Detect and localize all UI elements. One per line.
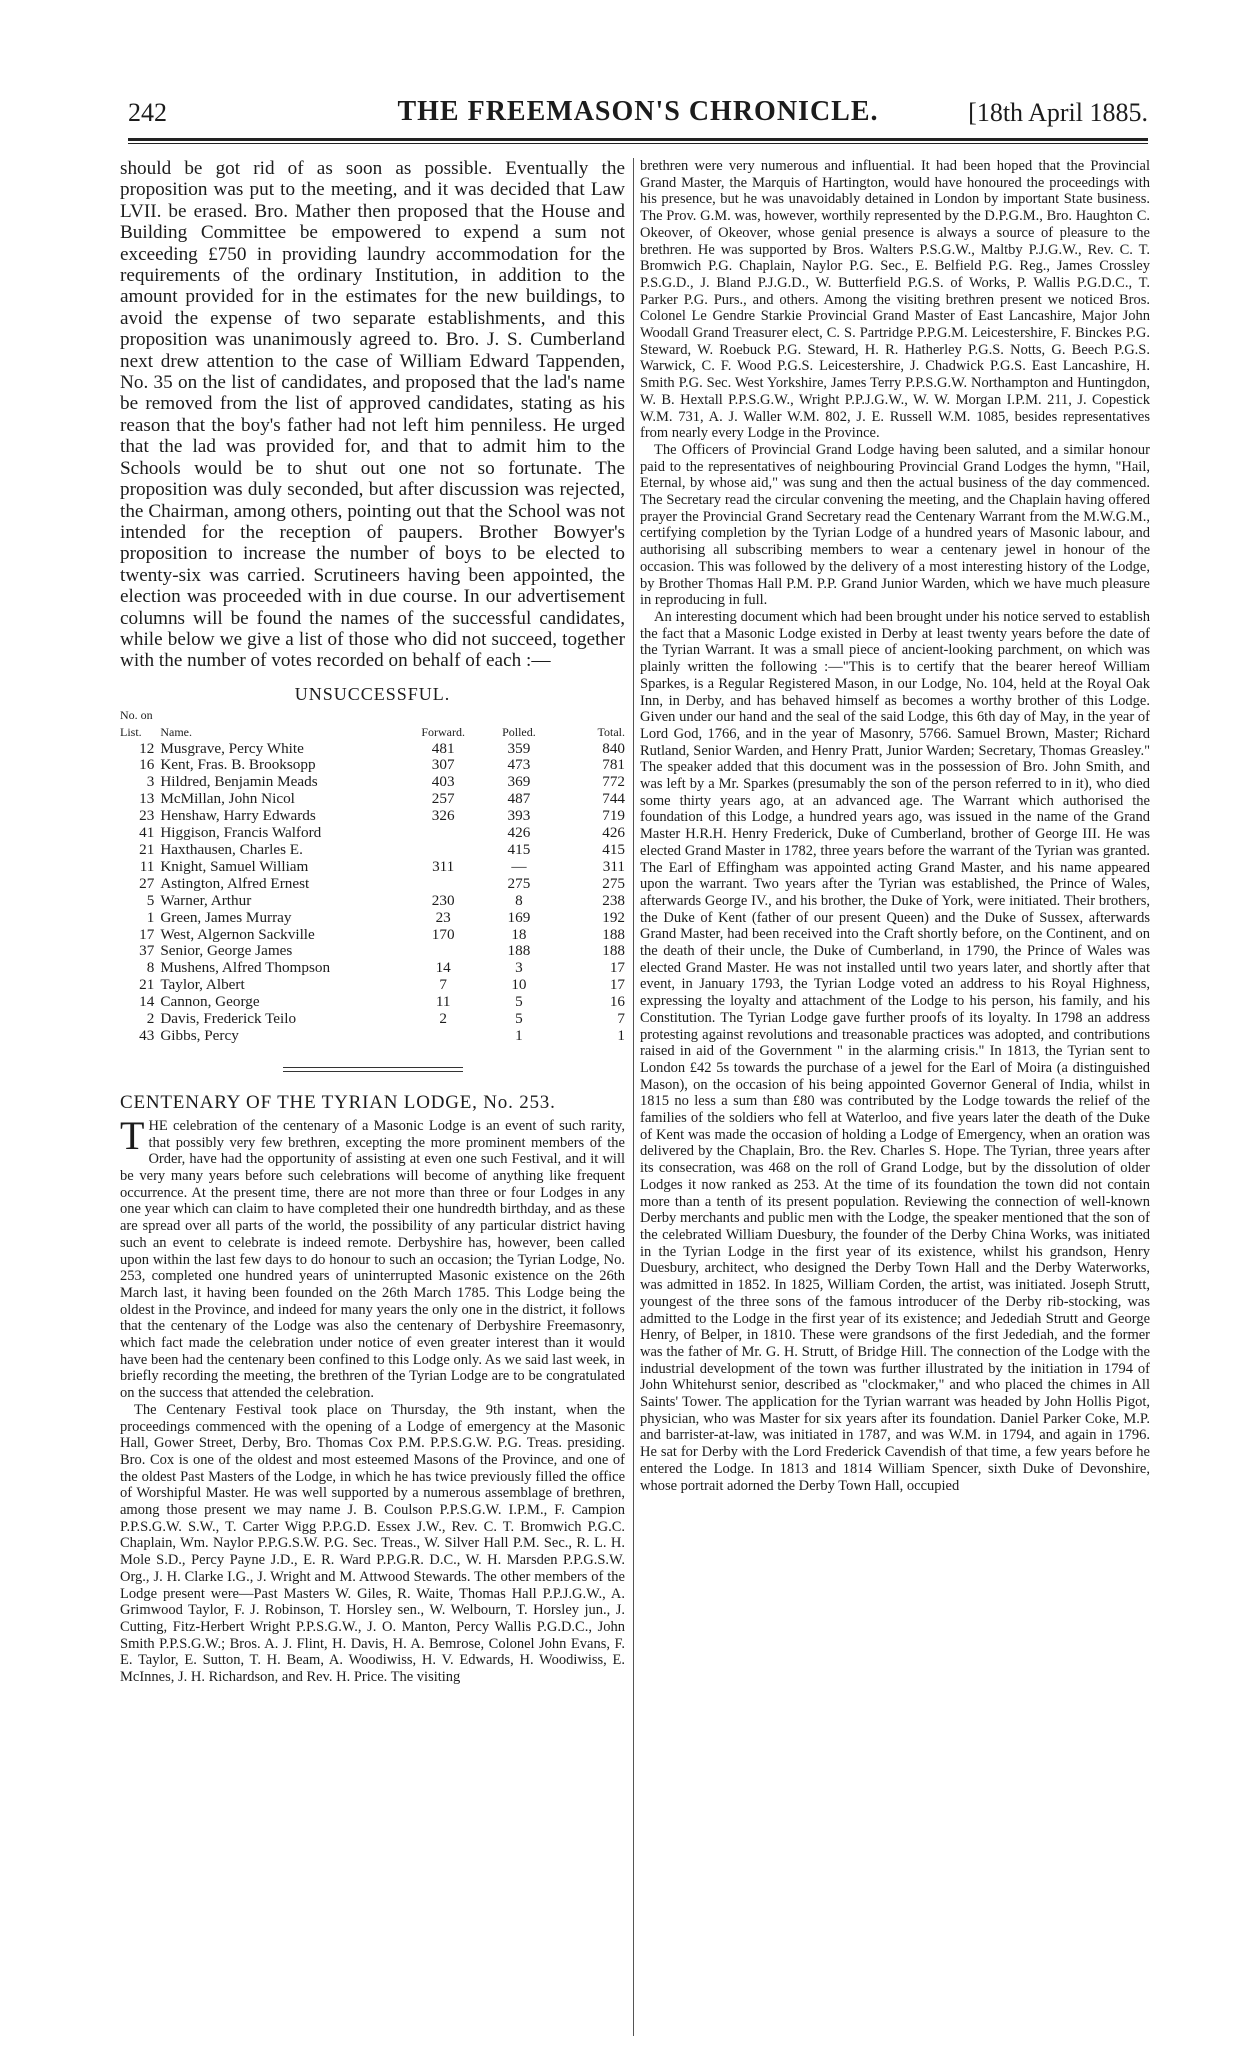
cell-forward xyxy=(413,1028,474,1045)
cell-polled: 415 xyxy=(507,841,531,858)
cell-forward: 257 xyxy=(431,790,455,808)
section-title: CENTENARY OF THE TYRIAN LODGE, No. 253. xyxy=(120,1091,556,1113)
header-rule-thin xyxy=(128,143,1148,144)
cell-total: 188 xyxy=(602,942,625,960)
header-rule xyxy=(128,138,1148,141)
table-row xyxy=(120,859,625,876)
col-header-name: Name. xyxy=(160,724,192,739)
drop-cap: T xyxy=(120,1112,145,1158)
cell-forward xyxy=(413,842,474,859)
cell-name: Kent, Fras. B. Brooksopp xyxy=(160,756,316,774)
cell-name: Cannon, George xyxy=(160,993,260,1011)
cell-total: 1 xyxy=(617,1026,625,1044)
table-row xyxy=(120,774,625,791)
cell-total: 16 xyxy=(609,993,625,1011)
cell-name: Henshaw, Harry Edwards xyxy=(160,807,316,825)
right-column xyxy=(640,158,1150,2038)
cell-total: 415 xyxy=(602,841,625,858)
cell-forward: 23 xyxy=(435,908,451,926)
cell-polled: — xyxy=(511,857,527,875)
cell-total: 17 xyxy=(609,959,625,977)
cell-total: 744 xyxy=(602,790,625,808)
centenary-paragraph-2: The Centenary Festival took place on Thursday, the 9th instant, when the proceedings commenced with the opening of a Lodge of emergency at the Masonic Hall, Gower Street, Derby, Bro. Thomas Cox P.M. P.P.S.G.W. P.G. Treas. presiding. Bro. Cox is one of the oldest and most esteemed Masons of the Province, and one of the oldest Past Masters of the Lodge, in which he has twice previously filled the office of Worshipful Master. He was well supported by a numerous assemblage of brethren, among those present we may name J. B. Coulson P.P.S.G.W. I.P.M., F. Campion P.P.S.G.W. S.W., T. Carter Wigg P.P.G.D. Essex J.W., Rev. C. T. Bromwich P.G.C. Chaplain, Wm. Naylor P.P.G.S.W. P.G. Sec. Treas., W. Silver Hall P.M. Sec., R. L. H. Mole S.D., Percy Payne J.D., E. R. Ward P.P.G.R. D.C., W. H. Marsden P.P.G.S.W. Org., J. H. Clarke I.G., J. Wright and M. Attwood Stewards. The other members of the Lodge present were—Past Masters W. Giles, R. Waite, Thomas Hall P.P.J.G.W., A. Grimwood Taylor, F. J. Robinson, T. Horsley sen., W. Welbourn, T. Horsley jun., J. Cutting, Fitz-Herbert Wright P.P.S.G.W., J. O. Manton, Percy Wallis P.G.D.C., John Smith P.P.S.G.W.; Bros. A. J. Flint, H. Davis, H. A. Bemrose, Colonel John Evans, F. E. Taylor, E. Sutton, T. H. Beam, A. Woodiwiss, H. V. Edwards, H. Woodiwiss, E. McInnes, J. H. Richardson, and Rev. H. Price. The visiting xyxy=(120,1401,625,1686)
table-row xyxy=(120,808,625,825)
cell-no: 11 xyxy=(139,857,155,875)
col-header-forward: Forward. xyxy=(421,724,465,739)
left-column xyxy=(120,158,625,1686)
cell-forward: 403 xyxy=(431,773,455,791)
cell-no: 2 xyxy=(146,1010,155,1028)
cell-polled: 3 xyxy=(515,959,523,977)
cell-forward xyxy=(413,943,474,960)
cell-forward: 311 xyxy=(432,857,455,875)
cell-name: Astington, Alfred Ernest xyxy=(160,874,310,892)
cell-name: Hildred, Benjamin Meads xyxy=(160,773,318,791)
cell-polled: 393 xyxy=(507,807,531,825)
table-title: UNSUCCESSFUL. xyxy=(294,683,451,704)
issue-date: [18th April 1885. xyxy=(968,98,1148,127)
centenary-paragraph-1 xyxy=(120,1112,625,1402)
cell-total: 311 xyxy=(602,857,625,875)
cell-name: Musgrave, Percy White xyxy=(160,739,304,757)
cell-no: 21 xyxy=(139,841,155,858)
column-divider xyxy=(633,158,634,2036)
cell-total: 719 xyxy=(602,807,625,825)
right-paragraph-2: The Officers of Provincial Grand Lodge having been saluted, and a similar honour paid to the representatives of neighbouring Provincial Grand Lodges the hymn, "Hail, Eternal, by whose aid," was sung and then the actual business of the day commenced. The Secretary read the circular convening the meeting, and the Chaplain having offered prayer the Provincial Grand Secretary read the Centenary Warrant from the M.W.G.M., certifying completion by the Tyrian Lodge of a hundred years of Masonic labour, and authorising all subscribing members to wear a centenary jewel in honour of the occasion. This was followed by the delivery of a most interesting history of the Lodge, by Brother Thomas Hall P.M. P.P. Grand Junior Warden, which we have much pleasure in reproducing in full. xyxy=(640,441,1150,609)
cell-polled: 188 xyxy=(507,942,531,960)
cell-polled: 18 xyxy=(511,925,527,943)
table-row xyxy=(120,977,625,994)
section-divider xyxy=(283,1067,463,1072)
cell-total: 192 xyxy=(602,908,625,926)
cell-total: 238 xyxy=(602,891,625,909)
col-header-total: Total. xyxy=(597,724,625,739)
table-row xyxy=(120,757,625,774)
cell-name: Warner, Arthur xyxy=(160,891,252,909)
cell-no: 41 xyxy=(139,824,155,842)
cell-polled: 275 xyxy=(507,874,531,892)
cell-no: 12 xyxy=(139,739,155,757)
cell-name: Senior, George James xyxy=(160,942,293,960)
cell-name: McMillan, John Nicol xyxy=(160,790,295,808)
cell-forward: 11 xyxy=(435,993,451,1011)
cell-forward: 2 xyxy=(439,1010,447,1028)
cell-total: 840 xyxy=(602,739,625,757)
cell-polled: 359 xyxy=(507,739,531,757)
cell-no: 21 xyxy=(139,976,155,994)
table-row xyxy=(120,741,625,758)
cell-total: 772 xyxy=(602,773,625,791)
col-header-polled: Polled. xyxy=(502,724,536,739)
cell-total: 275 xyxy=(602,874,625,892)
cell-polled: 10 xyxy=(511,976,527,994)
cell-total: 7 xyxy=(617,1010,625,1028)
cell-name: Higgison, Francis Walford xyxy=(160,824,322,842)
cell-name: Gibbs, Percy xyxy=(160,1026,239,1044)
cell-total: 426 xyxy=(602,824,625,842)
table-row xyxy=(120,825,625,842)
cell-polled: 426 xyxy=(507,824,531,842)
cell-forward xyxy=(413,825,474,842)
cell-no: 5 xyxy=(146,891,155,909)
cell-name: Haxthausen, Charles E. xyxy=(160,841,303,858)
cell-no: 8 xyxy=(146,959,155,977)
cell-forward: 14 xyxy=(435,959,451,977)
cell-forward: 307 xyxy=(431,756,455,774)
cell-polled: 1 xyxy=(515,1026,523,1044)
cell-no: 1 xyxy=(146,908,155,926)
page-header xyxy=(128,96,1148,136)
masthead-title: THE FREEMASON'S CHRONICLE. xyxy=(397,96,879,127)
table-row xyxy=(120,910,625,927)
cell-forward: 230 xyxy=(431,891,455,909)
cell-name: Green, James Murray xyxy=(160,908,292,926)
cell-forward: 326 xyxy=(431,807,455,825)
cell-polled: 369 xyxy=(507,773,531,791)
cell-no: 3 xyxy=(146,773,155,791)
unsuccessful-candidates-table xyxy=(120,707,625,1045)
table-header-row xyxy=(120,707,625,741)
cell-forward: 170 xyxy=(431,925,455,943)
right-paragraph-3: An interesting document which had been brought under his notice served to establish the fact that a Masonic Lodge existed in Derby at least twenty years before the date of the Tyrian Warrant. It was a small piece of ancient-looking parchment, on which was plainly written the following :—"This is to certify that the bearer hereof William Sparkes, is a Regular Registered Mason, in our Lodge, No. 104, held at the Royal Oak Inn, in Derby, and has behaved himself as becomes a worthy brother of this Lodge. Given under our hand and the seal of the said Lodge, this 6th day of May, in the year of Lord God, 1766, and in the year of Masonry, 5766. Samuel Brown, Master; Richard Rutland, Senior Warden, and Henry Pratt, Junior Warden; Secretary, Thomas Greasley." The speaker added that this document was in the possession of Bro. John Smith, and was left by a Mr. Sparkes (presumably the son of the person referred to in it), who died some thirty years ago, at an advanced age. The Warrant which authorised the foundation of this Lodge, a hundred years ago, was issued in the name of the Grand Master H.R.H. Henry Frederick, Duke of Cumberland, brother of George III. He was elected Grand Master in 1782, three years before the warrant of the Tyrian was granted. The Earl of Effingham was appointed acting Grand Master, and his name appeared upon the warrant. Two years after the Tyrian was established, the Prince of Wales, afterwards George IV., and his brother, the Duke of York, were initiated. Their brothers, the Duke of Kent (father of our present Queen) and the Duke of Sussex, afterwards Grand Master, had been received into the Craft shortly before, on the Continent, and on the death of their uncle, the Duke of Cumberland, in 1790, the Prince of Wales was elected Grand Master. He was not installed until two years later, and shortly after that event, in January 1793, the Tyrian Lodge voted an address to his Royal Highness, expressing the loyalty and attachment of the Lodge to his person, his family, and his Constitution. The Tyrian Lodge gave further proofs of its loyalty. In 1798 an address protesting against revolutions and treasonable practices was adopted, and contributions raised in aid of the Government " in the alarming crisis." In 1813, the Tyrian sent to London £42 5s towards the purchase of a jewel for the Earl of Moira (a distinguished Mason), on the occasion of his being appointed Governor General of India, whilst in 1815 no less a sum than £80 was contributed by the Lodge towards the relief of the families of the soldiers who fell at Waterloo, and five years later the death of the Duke of Kent was made the occasion of holding a Lodge of Emergency, when an oration was delivered by the Chaplain, Bro. the Rev. Charles S. Hope. The Tyrian, three years after its consecration, was 468 on the roll of Grand Lodge, but by the dissolution of older Lodges it now ranked as 253. At the time of its foundation the town did not contain more than a tenth of its present population. Reviewing the connection of well-known Derby merchants and public men with the Lodge, the speaker mentioned that the son of the celebrated William Duesbury, the founder of the Derby China Works, was initiated in the Tyrian Lodge in the first year of its existence, whilst his grandson, Henry Duesbury, architect, who designed the Derby Town Hall and the Derby Waterworks, was admitted in 1852. In 1825, William Corden, the artist, was initiated. Joseph Strutt, youngest of the three sons of the famous introducer of the Derby rib-stocking, was admitted to the Lodge in the first year of its existence; and Jedediah Strutt and George Henry, of Belper, in 1810. These were grandsons of the first Jedediah, and the former was the father of Mr. G. H. Strutt, of Bridge Hill. The connection of the Lodge with the industrial development of the town was further illustrated by the initiation in 1794 of John Whitehurst senior, described as "clockmaker," and who placed the chimes in All Saints' Tower. The application for the Tyrian warrant was headed by John Hollis Pigot, physician, who was Master for six years after its foundation. Daniel Parker Coke, M.P. and barrister-at-law, was initiated in 1787, and was W.M. in 1794, and again in 1796. He sat for Derby with the Lord Frederick Cavendish of that time, a few years before he entered the Lodge. In 1813 and 1814 William Spencer, sixth Duke of Devonshire, whose portrait adorned the Derby Town Hall, occupied xyxy=(640,608,1150,1494)
cell-name: Taylor, Albert xyxy=(160,976,245,994)
cell-total: 17 xyxy=(609,976,625,994)
intro-paragraph: should be got rid of as soon as possible. Eventually the proposition was put to the meeting, and it was decided that Law LVII. be erased. Bro. Mather then proposed that the House and Building Committee be empowered to expend a sum not exceeding £750 in providing laundry accommodation for the requirements of the ordinary Institution, in addition to the amount provided for in the estimates for the new buildings, to avoid the expense of two separate establishments, and this proposition was unanimously agreed to. Bro. J. S. Cumberland next drew attention to the case of William Edward Tappenden, No. 35 on the list of candidates, and proposed that the lad's name be removed from the list of approved candidates, stating as his reason that the boy's father had not left him penniless. He urged that the lad was provided for, and that to admit him to the Schools would be to shut out one not so fortunate. The proposition was duly seconded, but after discussion was rejected, the Chairman, among others, pointing out that the School was not intended for the reception of paupers. Brother Bowyer's proposition to increase the number of boys to be elected to twenty-six was carried. Scrutineers having been appointed, the election was proceeded with in due course. In our advertisement columns will be found the names of the successful candidates, while below we give a list of those who did not succeed, together with the number of votes recorded on behalf of each :— xyxy=(120,158,625,672)
cell-no: 23 xyxy=(139,807,155,825)
cell-name: West, Algernon Sackville xyxy=(160,925,315,943)
col-header-no: No. on List. xyxy=(120,707,153,739)
table-row xyxy=(120,1011,625,1028)
table-row xyxy=(120,842,625,859)
table-row xyxy=(120,960,625,977)
centenary-paragraph-1-text: HE celebration of the centenary of a Masonic Lodge is an event of such rarity, that possibly very few brethren, excepting the more prominent members of the Order, have had the opportunity of assisting at even one such Festival, and it will be very many years before such celebrations will become of anything like frequent occurrence. At the present time, there are not more than three or four Lodges in any one year which can claim to have completed their one hundredth birthday, and as these are spread over all parts of the world, the possibility of any particular district having such an event to celebrate is indeed remote. Derbyshire has, however, been called upon within the last few days to do honour to such an occasion; the Tyrian Lodge, No. 253, completed one hundred years of uninterrupted Masonic existence on the 26th March last, it having been founded on the 26th March 1785. This Lodge being the oldest in the Province, and indeed for many years the only one in the district, it follows that the centenary of the Lodge was also the centenary of Derbyshire Freemasonry, which fact made the celebration under notice of even greater interest than it would have been had the centenary been confined to this Lodge only. As we said last week, in briefly recording the meeting, the brethren of the Tyrian Lodge are to be congratulated on the success that attended the celebration. xyxy=(120,1117,625,1402)
cell-polled: 8 xyxy=(515,891,523,909)
cell-name: Mushens, Alfred Thompson xyxy=(160,959,331,977)
cell-no: 27 xyxy=(139,874,155,892)
cell-polled: 487 xyxy=(507,790,531,808)
page-number: 242 xyxy=(128,98,167,127)
cell-no: 43 xyxy=(139,1026,155,1044)
table-row xyxy=(120,994,625,1011)
table-row xyxy=(120,927,625,944)
cell-total: 188 xyxy=(602,925,625,943)
table-row xyxy=(120,893,625,910)
cell-forward: 7 xyxy=(439,976,447,994)
cell-polled: 5 xyxy=(515,993,523,1011)
table-row xyxy=(120,943,625,960)
cell-name: Knight, Samuel William xyxy=(160,857,309,875)
cell-no: 13 xyxy=(139,790,155,808)
cell-polled: 169 xyxy=(507,908,531,926)
table-row xyxy=(120,876,625,893)
cell-polled: 5 xyxy=(515,1010,523,1028)
cell-forward xyxy=(413,876,474,893)
cell-no: 17 xyxy=(139,925,155,943)
cell-forward: 481 xyxy=(431,739,455,757)
cell-name: Davis, Frederick Teilo xyxy=(160,1010,297,1028)
right-paragraph-1: brethren were very numerous and influential. It had been hoped that the Provincial Grand Master, the Marquis of Hartington, would have honoured the proceedings with his presence, but he was unavoidably detained in London by important State business. The Prov. G.M. was, however, worthily represented by the D.P.G.M., Bro. Haughton C. Okeover, of Okeover, whose genial presence is always a source of pleasure to the brethren. He was supported by Bros. Walters P.S.G.W., Maltby P.J.G.W., Rev. C. T. Bromwich P.G. Chaplain, Naylor P.G. Sec., E. Belfield P.G. Reg., James Crossley P.S.G.D., J. Bland P.J.G.D., W. Butterfield P.G.S. of Works, P. Wallis P.G.D.C., T. Parker P.G. Purs., and others. Among the visiting brethren present we noticed Bros. Colonel Le Gendre Starkie Provincial Grand Master of East Lancashire, Major John Woodall Grand Treasurer elect, C. S. Partridge P.P.G.M. Leicestershire, F. Binckes P.G. Steward, W. Roebuck P.G. Steward, H. R. Hatherley P.G.S. Notts, G. Beech P.G.S. Warwick, C. F. Wood P.G.S. Leicestershire, J. Chadwick P.G.S. East Lancashire, H. Smith P.G. Sec. West Yorkshire, James Terry P.P.S.G.W. Northampton and Huntingdon, W. B. Hextall P.P.S.G.W., Wright P.P.J.G.W., W. W. Morgan I.P.M. 211, J. Copestick W.M. 731, A. J. Waller W.M. 802, J. E. Russell W.M. 1085, besides representatives from nearly every Lodge in the Province. xyxy=(640,158,1150,442)
cell-no: 37 xyxy=(139,942,155,960)
cell-no: 14 xyxy=(139,993,155,1011)
cell-no: 16 xyxy=(139,756,155,774)
table-body xyxy=(120,741,625,1045)
cell-total: 781 xyxy=(602,756,625,774)
cell-polled: 473 xyxy=(507,756,531,774)
table-row xyxy=(120,791,625,808)
table-row xyxy=(120,1028,625,1045)
